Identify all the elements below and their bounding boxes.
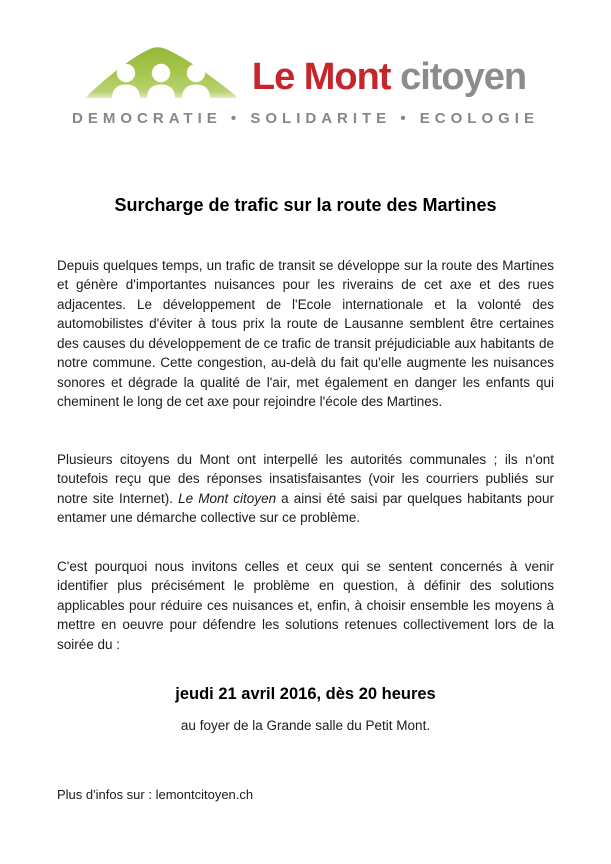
paragraph-intro: Depuis quelques temps, un trafic de transit se développe sur la route des Martines et génère d'importantes nuisances pour les riverains de cet axe et des rues adjacentes. Le développement de l'Ecole internationale et la volonté des automobilistes d'éviter à tous prix la route de Lausanne semblent être certaines des causes du développement de ce trafic de transit préjudiciable aux habitants de notre commune. Cette congestion, au-delà du fait qu'elle augmente les nuisances sonores et dégrade la qualité de l'air, met également en danger les enfants qui cheminent le long de cet axe pour rejoindre l'école des Martines. [57, 257, 554, 409]
paragraph-invitation: C'est pourquoi nous invitons celles et ceux qui se sentent concernés à venir identifier plus précisément le problème en question, à définir des solutions applicables pour réduire ces nuisances et, enfin, à choisir ensemble les moyens à mettre en oeuvre pour défendre les solutions retenues collectivement lors de la soirée du : [57, 558, 554, 652]
paragraph-citizens-text-end: a ainsi été saisi par quelques habitants pour entamer une démarche collective sur ce problème. [57, 490, 554, 525]
event-date-line: jeudi 21 avril 2016, dès 20 heures [175, 685, 436, 703]
paragraph-citizens-text: Plusieurs citoyens du Mont ont interpellé les autorités communales ; ils n'ont toutefois reçu que des réponses insatisfaisantes (voir les courriers publiés sur notre site Internet). [57, 451, 554, 506]
document-title: Surcharge de trafic sur la route des Martines [114, 195, 497, 216]
paragraph-citizens [57, 450, 554, 528]
footer-more-info: Plus d'infos sur : lemontcitoyen.ch [57, 787, 254, 802]
logo-wordmark-secondary: citoyen [400, 56, 527, 98]
logo-wordmark-primary: Le Mont [251, 56, 391, 98]
people-on-hill-icon [85, 44, 237, 100]
paragraph-citizens-orgname: Le Mont citoyen [178, 490, 277, 506]
logo [0, 44, 611, 100]
logo-wordmark [252, 58, 526, 96]
logo-tagline: DEMOCRATIE • SOLIDARITE • ECOLOGIE [72, 110, 539, 127]
event-venue-line: au foyer de la Grande salle du Petit Mont. [180, 718, 431, 733]
